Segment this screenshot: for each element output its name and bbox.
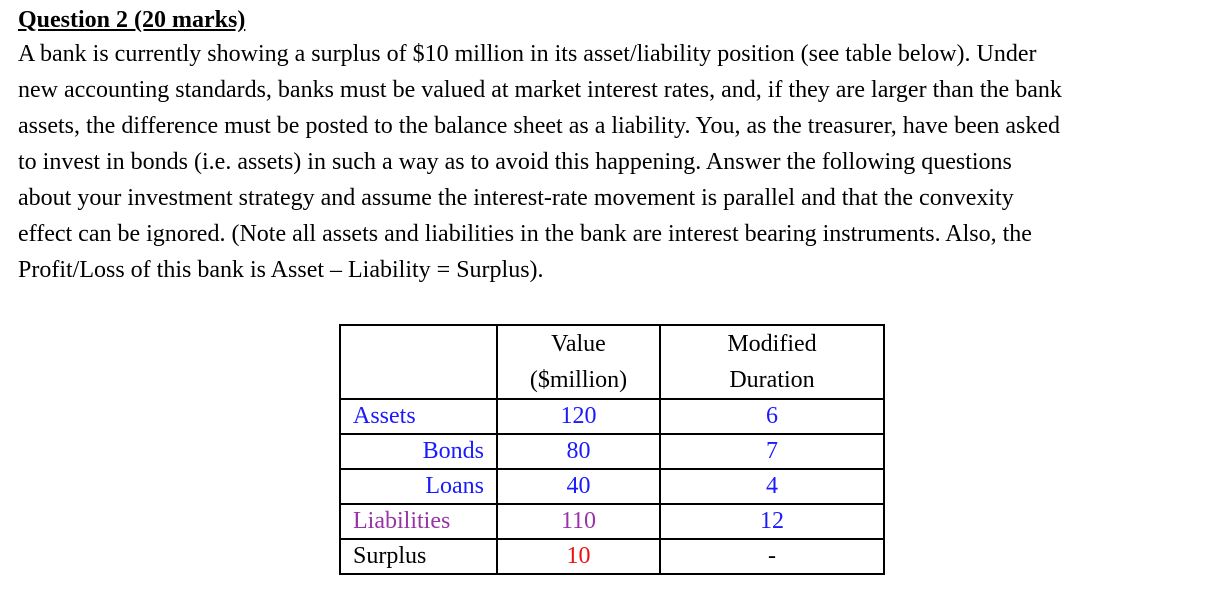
question-line-6: effect can be ignored. (Note all assets and liabilities in the bank are interest bearing instruments. Also, the (18, 221, 1032, 247)
table-row (340, 469, 884, 504)
header-duration-cell (660, 325, 884, 399)
row-duration-liabilities: 12 (660, 504, 884, 539)
row-label-loans: Loans (340, 469, 497, 504)
question-line-1: A bank is currently showing a surplus of $10 million in its asset/liability position (see table below). Under (18, 41, 1037, 67)
question-line-7: Profit/Loss of this bank is Asset – Liability = Surplus). (18, 257, 544, 283)
row-value-bonds: 80 (497, 434, 660, 469)
row-label-assets: Assets (340, 399, 497, 434)
row-value-assets: 120 (497, 399, 660, 434)
row-value-surplus: 10 (497, 539, 660, 574)
question-line-4: to invest in bonds (i.e. assets) in such a way as to avoid this happening. Answer the following questions (18, 149, 1012, 175)
question-line-3: assets, the difference must be posted to the balance sheet as a liability. You, as the treasurer, have been asked (18, 113, 1061, 139)
row-value-liabilities: 110 (497, 504, 660, 539)
table-row (340, 399, 884, 434)
table-row (340, 504, 884, 539)
question-line-2: new accounting standards, banks must be valued at market interest rates, and, if they are larger than the bank (18, 77, 1062, 103)
row-value-loans: 40 (497, 469, 660, 504)
row-label-bonds: Bonds (340, 434, 497, 469)
question-block (18, 4, 1202, 288)
row-duration-surplus: - (660, 539, 884, 574)
header-value-cell (497, 325, 660, 399)
table-header-row (340, 325, 884, 399)
row-duration-loans: 4 (660, 469, 884, 504)
table-row (340, 434, 884, 469)
header-empty-cell (340, 325, 497, 399)
question-line-5: about your investment strategy and assume the interest-rate movement is parallel and that the convexity (18, 185, 1014, 211)
header-duration-line1: Modified (727, 331, 817, 357)
row-duration-bonds: 7 (660, 434, 884, 469)
header-value-line2: ($million) (529, 367, 628, 393)
table-row (340, 539, 884, 574)
balance-sheet-table (339, 324, 885, 575)
header-duration-line2: Duration (729, 367, 815, 393)
row-label-liabilities: Liabilities (340, 504, 497, 539)
row-duration-assets: 6 (660, 399, 884, 434)
question-title: Question 2 (20 marks) (18, 7, 246, 33)
row-label-surplus: Surplus (340, 539, 497, 574)
header-value-line1: Value (551, 331, 606, 357)
